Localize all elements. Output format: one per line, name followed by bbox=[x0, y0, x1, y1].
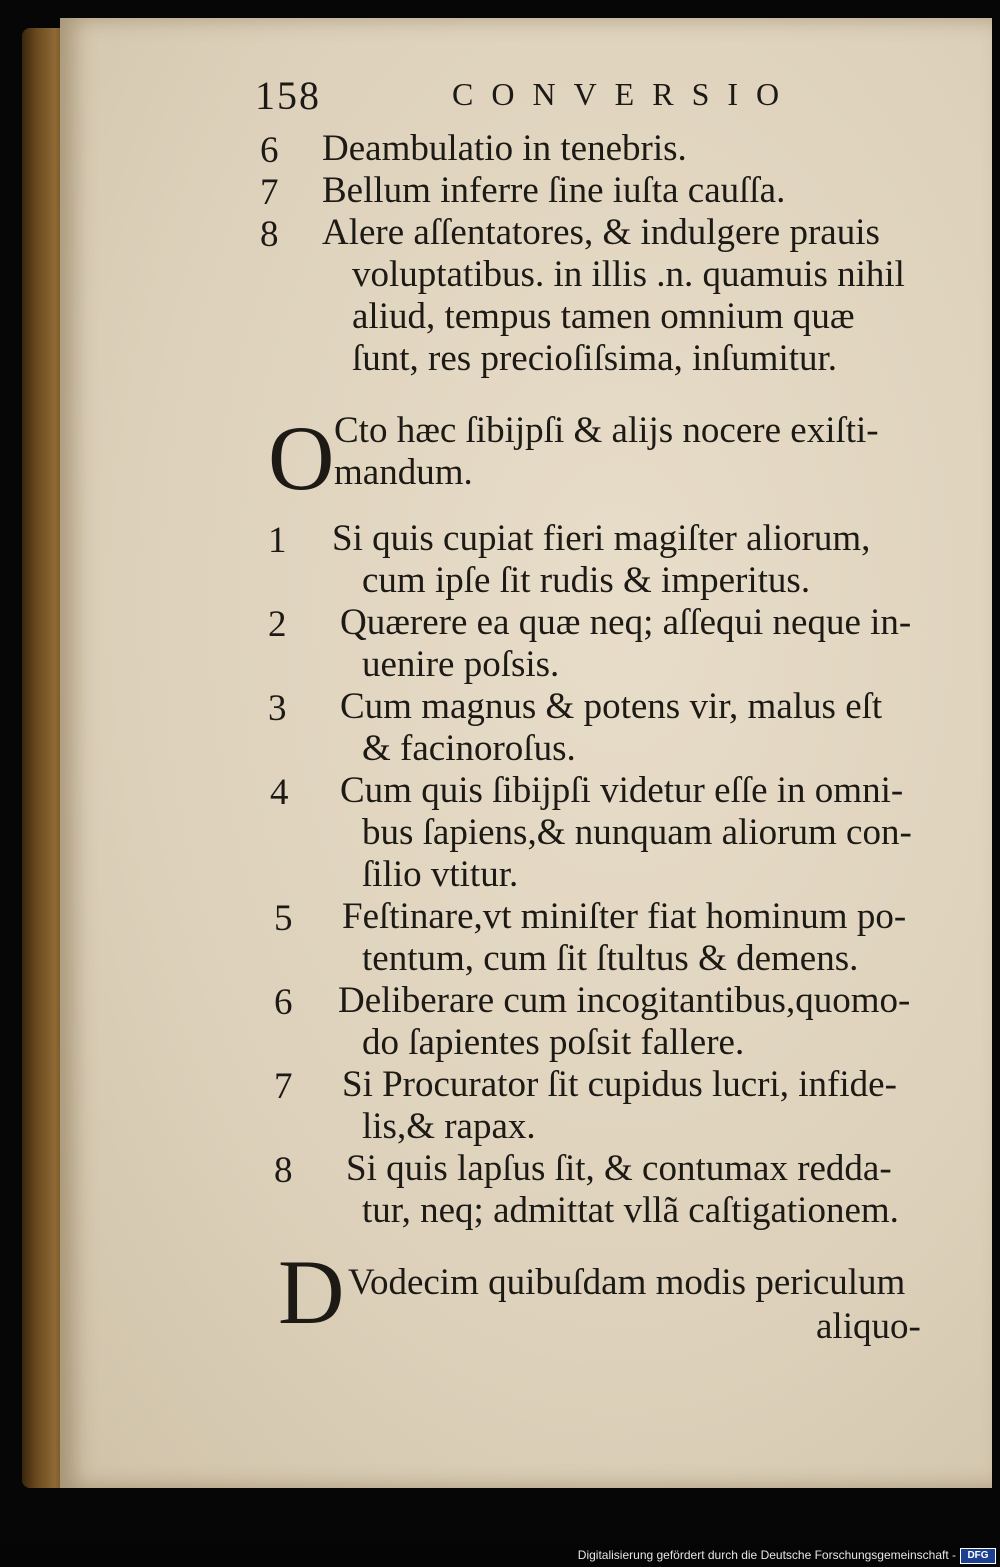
text-line: Alere aſſentatores, & indulgere prauis bbox=[322, 212, 880, 253]
catchword: aliquo- bbox=[816, 1306, 921, 1347]
text-line: Cto hæc ſibijpſi & alijs nocere exiſti- bbox=[334, 410, 879, 451]
text-line: mandum. bbox=[334, 452, 473, 493]
text-line: Feſtinare,vt miniſter fiat hominum po- bbox=[342, 896, 907, 937]
dfg-logo: DFG bbox=[960, 1548, 996, 1564]
text-line: voluptatibus. in illis .n. quamuis nihil bbox=[352, 254, 905, 295]
drop-capital: O bbox=[268, 407, 335, 509]
running-head: CONVERSIO bbox=[452, 76, 798, 112]
book-page bbox=[60, 18, 992, 1488]
text-line: Quærere ea quæ neq; aſſequi neque in- bbox=[340, 602, 912, 643]
drop-capital: D bbox=[278, 1241, 345, 1343]
digitization-footer bbox=[0, 1543, 1000, 1567]
text-line: lis,& rapax. bbox=[362, 1106, 536, 1147]
text-line: aliud, tempus tamen omnium quæ bbox=[352, 296, 855, 337]
item-number: 8 bbox=[274, 1150, 293, 1191]
text-line: Cum magnus & potens vir, malus eſt bbox=[340, 686, 883, 727]
text-line: Cum quis ſibijpſi videtur eſſe in omni- bbox=[340, 770, 904, 811]
item-number: 7 bbox=[260, 172, 279, 213]
text-line: tur, neq; admittat vllã caſtigationem. bbox=[362, 1190, 899, 1231]
item-number: 8 bbox=[260, 214, 279, 255]
text-line: tentum, cum ſit ſtultus & demens. bbox=[362, 938, 859, 979]
item-number: 2 bbox=[268, 604, 287, 645]
text-line: Deambulatio in tenebris. bbox=[322, 128, 687, 169]
text-line: Vodecim quibuſdam modis periculum bbox=[348, 1262, 906, 1303]
text-line: Deliberare cum incogitantibus,quomo- bbox=[338, 980, 911, 1021]
text-line: bus ſapiens,& nunquam aliorum con- bbox=[362, 812, 912, 853]
text-line: Si quis lapſus ſit, & contumax redda- bbox=[346, 1148, 892, 1189]
text-line: ſilio vtitur. bbox=[362, 854, 519, 895]
page-header bbox=[60, 70, 992, 130]
text-line: Bellum inferre ſine iuſta cauſſa. bbox=[322, 170, 786, 211]
item-number: 5 bbox=[274, 898, 293, 939]
item-number: 3 bbox=[268, 688, 287, 729]
item-number: 4 bbox=[270, 772, 289, 813]
item-number: 6 bbox=[260, 130, 279, 171]
item-number: 1 bbox=[268, 520, 287, 561]
text-line: uenire poſsis. bbox=[362, 644, 560, 685]
text-line: Si quis cupiat fieri magiſter aliorum, bbox=[332, 518, 871, 559]
item-number: 7 bbox=[274, 1066, 293, 1107]
item-number: 6 bbox=[274, 982, 293, 1023]
text-line: cum ipſe ſit rudis & imperitus. bbox=[362, 560, 811, 601]
page-number: 158 bbox=[255, 73, 321, 118]
text-line: do ſapientes poſsit fallere. bbox=[362, 1022, 745, 1063]
text-line: ſunt, res precioſiſsima, inſumitur. bbox=[352, 338, 838, 379]
text-line: Si Procurator ſit cupidus lucri, infide- bbox=[342, 1064, 897, 1105]
text-line: & facinoroſus. bbox=[362, 728, 576, 769]
funding-notice: Digitalisierung gefördert durch die Deutsche Forschungsgemeinschaft - bbox=[577, 1548, 956, 1562]
